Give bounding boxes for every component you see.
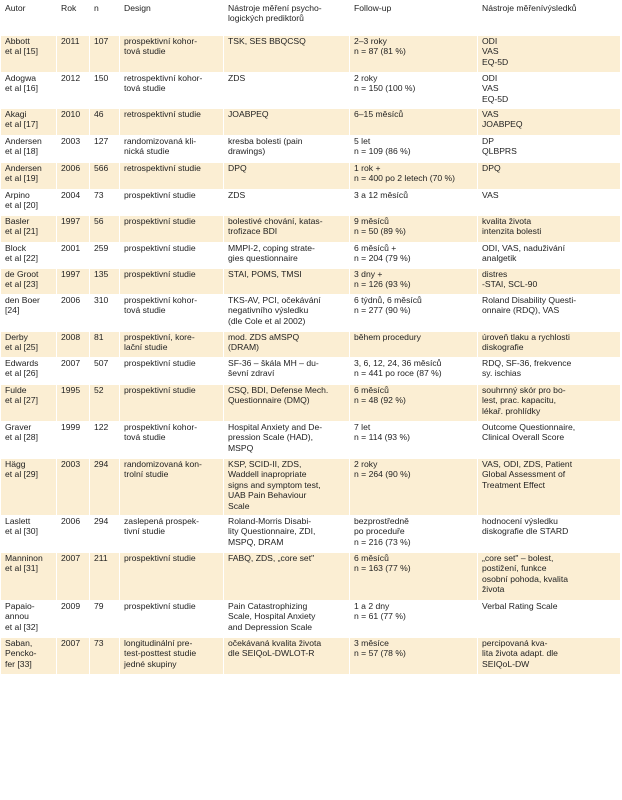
year-cell: 1999 (57, 422, 90, 459)
predictor-tools-cell: CSQ, BDI, Defense Mech. Questionnaire (DMQ) (224, 385, 350, 422)
year-cell: 2008 (57, 332, 90, 358)
year-cell: 1997 (57, 216, 90, 243)
follow-up-cell: 9 měsíců n = 50 (89 %) (350, 216, 478, 243)
outcome-tools-cell: úroveň tlaku a rychlosti diskografie (478, 332, 621, 358)
design-cell: prospektivní studie (120, 216, 224, 243)
outcome-tools-cell: hodnocení výsledku diskografie dle STARD (478, 516, 621, 553)
author-cell: Block et al [22] (1, 243, 57, 269)
design-cell: prospektivní, kore- lační studie (120, 332, 224, 358)
follow-up-cell: 3, 6, 12, 24, 36 měsíců n = 441 po roce (87 %) (350, 358, 478, 385)
author-cell: den Boer [24] (1, 295, 57, 332)
column-header-nastroje: Nástroje měření psycho-logických prediktorů (224, 1, 350, 36)
design-cell: randomizovaná kli- nická studie (120, 136, 224, 163)
author-cell: de Groot et al [23] (1, 269, 57, 295)
predictor-tools-cell: DPQ (224, 163, 350, 190)
predictor-tools-cell: STAI, POMS, TMSI (224, 269, 350, 295)
n-cell: 310 (90, 295, 120, 332)
follow-up-cell: 6 měsíců + n = 204 (79 %) (350, 243, 478, 269)
column-header-design: Design (120, 1, 224, 36)
outcome-tools-cell: souhrnný skór pro bo- lest, prac. kapacitu, lékař. prohlídky (478, 385, 621, 422)
design-cell: prospektivní studie (120, 358, 224, 385)
year-cell: 2007 (57, 553, 90, 601)
year-cell: 2007 (57, 638, 90, 675)
n-cell: 211 (90, 553, 120, 601)
outcome-tools-cell: DPQ (478, 163, 621, 190)
author-cell: Andersen et al [18] (1, 136, 57, 163)
design-cell: retrospektivní studie (120, 163, 224, 190)
predictor-tools-cell: ZDS (224, 190, 350, 216)
outcome-tools-cell: „core set" – bolest, postižení, funkce osobní pohoda, kvalita života (478, 553, 621, 601)
year-cell: 2009 (57, 601, 90, 638)
table-row (1, 190, 621, 216)
predictor-tools-cell: SF-36 – škála MH – du- ševní zdraví (224, 358, 350, 385)
table-body (1, 36, 621, 675)
year-cell: 2006 (57, 163, 90, 190)
follow-up-cell: 2–3 roky n = 87 (81 %) (350, 36, 478, 73)
year-cell: 2001 (57, 243, 90, 269)
design-cell: retrospektivní studie (120, 109, 224, 136)
design-cell: prospektivní studie (120, 601, 224, 638)
predictor-tools-cell: FABQ, ZDS, „core set" (224, 553, 350, 601)
n-cell: 294 (90, 459, 120, 516)
author-cell: Papaio- annou et al [32] (1, 601, 57, 638)
follow-up-cell: 5 let n = 109 (86 %) (350, 136, 478, 163)
year-cell: 2003 (57, 136, 90, 163)
outcome-tools-cell: VAS JOABPEQ (478, 109, 621, 136)
year-cell: 2006 (57, 516, 90, 553)
author-cell: Hägg et al [29] (1, 459, 57, 516)
table-row (1, 638, 621, 675)
table-row (1, 73, 621, 109)
n-cell: 150 (90, 73, 120, 109)
design-cell: prospektivní studie (120, 243, 224, 269)
follow-up-cell: 3 měsíce n = 57 (78 %) (350, 638, 478, 675)
header-row (1, 1, 621, 36)
design-cell: retrospektivní kohor- tová studie (120, 73, 224, 109)
year-cell: 2004 (57, 190, 90, 216)
follow-up-cell: 6 týdnů, 6 měsíců n = 277 (90 %) (350, 295, 478, 332)
design-cell: prospektivní studie (120, 385, 224, 422)
author-cell: Adogwa et al [16] (1, 73, 57, 109)
predictor-tools-cell: KSP, SCID-II, ZDS, Waddell inapropriate signs and symptom test, UAB Pain Behaviour Scale (224, 459, 350, 516)
predictor-tools-cell: očekávaná kvalita života dle SEIQoL-DWLOT-R (224, 638, 350, 675)
year-cell: 1995 (57, 385, 90, 422)
year-cell: 1997 (57, 269, 90, 295)
outcome-tools-cell: ODI VAS EQ-5D (478, 36, 621, 73)
outcome-tools-cell: VAS (478, 190, 621, 216)
table-row (1, 163, 621, 190)
predictor-tools-cell: Hospital Anxiety and De- pression Scale (HAD), MSPQ (224, 422, 350, 459)
follow-up-cell: během procedury (350, 332, 478, 358)
follow-up-cell: 1 rok + n = 400 po 2 letech (70 %) (350, 163, 478, 190)
follow-up-cell: 3 a 12 měsíců (350, 190, 478, 216)
predictor-tools-cell: MMPI-2, coping strate- gies questionnaire (224, 243, 350, 269)
author-cell: Graver et al [28] (1, 422, 57, 459)
outcome-tools-cell: Outcome Questionnaire, Clinical Overall Score (478, 422, 621, 459)
follow-up-cell: 7 let n = 114 (93 %) (350, 422, 478, 459)
outcome-tools-cell: DP QLBPRS (478, 136, 621, 163)
design-cell: prospektivní kohor- tová studie (120, 36, 224, 73)
author-cell: Fulde et al [27] (1, 385, 57, 422)
design-cell: prospektivní kohor- tová studie (120, 422, 224, 459)
year-cell: 2007 (57, 358, 90, 385)
author-cell: Akagi et al [17] (1, 109, 57, 136)
author-cell: Andersen et al [19] (1, 163, 57, 190)
predictor-tools-cell: ZDS (224, 73, 350, 109)
predictor-tools-cell: JOABPEQ (224, 109, 350, 136)
table-row (1, 385, 621, 422)
outcome-tools-cell: VAS, ODI, ZDS, Patient Global Assessment of Treatment Effect (478, 459, 621, 516)
design-cell: prospektivní studie (120, 553, 224, 601)
outcome-tools-cell: ODI, VAS, naduživání analgetik (478, 243, 621, 269)
design-cell: prospektivní studie (120, 190, 224, 216)
n-cell: 294 (90, 516, 120, 553)
author-cell: Laslett et al [30] (1, 516, 57, 553)
author-cell: Basler et al [21] (1, 216, 57, 243)
follow-up-cell: 3 dny + n = 126 (93 %) (350, 269, 478, 295)
author-cell: Derby et al [25] (1, 332, 57, 358)
year-cell: 2010 (57, 109, 90, 136)
n-cell: 73 (90, 638, 120, 675)
table-row (1, 269, 621, 295)
table-row (1, 109, 621, 136)
table-row (1, 422, 621, 459)
table-row (1, 295, 621, 332)
outcome-tools-cell: Roland Disability Questi- onnaire (RDQ), VAS (478, 295, 621, 332)
follow-up-cell: bezprostředně po proceduře n = 216 (73 %) (350, 516, 478, 553)
n-cell: 52 (90, 385, 120, 422)
author-cell: Abbott et al [15] (1, 36, 57, 73)
predictor-tools-cell: mod. ZDS aMSPQ (DRAM) (224, 332, 350, 358)
n-cell: 122 (90, 422, 120, 459)
design-cell: randomizovaná kon- trolní studie (120, 459, 224, 516)
n-cell: 79 (90, 601, 120, 638)
follow-up-cell: 6 měsíců n = 163 (77 %) (350, 553, 478, 601)
predictor-tools-cell: Pain Catastrophizing Scale, Hospital Anxiety and Depression Scale (224, 601, 350, 638)
column-header-autor: Autor (1, 1, 57, 36)
n-cell: 46 (90, 109, 120, 136)
follow-up-cell: 6 měsíců n = 48 (92 %) (350, 385, 478, 422)
table-row (1, 358, 621, 385)
predictor-tools-cell: Roland-Morris Disabi- lity Questionnaire, ZDI, MSPQ, DRAM (224, 516, 350, 553)
follow-up-cell: 2 roky n = 150 (100 %) (350, 73, 478, 109)
predictor-tools-cell: TSK, SES BBQCSQ (224, 36, 350, 73)
design-cell: zaslepená prospek- tivní studie (120, 516, 224, 553)
table-row (1, 516, 621, 553)
year-cell: 2003 (57, 459, 90, 516)
n-cell: 135 (90, 269, 120, 295)
table-row (1, 36, 621, 73)
outcome-tools-cell: percipovaná kva- lita života adapt. dle SEIQoL-DW (478, 638, 621, 675)
n-cell: 81 (90, 332, 120, 358)
predictor-tools-cell: TKS-AV, PCI, očekávání negativního výsledku (dle Cole et al 2002) (224, 295, 350, 332)
table-row (1, 459, 621, 516)
table-row (1, 553, 621, 601)
author-cell: Manninon et al [31] (1, 553, 57, 601)
year-cell: 2012 (57, 73, 90, 109)
follow-up-cell: 2 roky n = 264 (90 %) (350, 459, 478, 516)
predictor-tools-cell: bolestivé chování, katas- trofizace BDI (224, 216, 350, 243)
table-row (1, 243, 621, 269)
n-cell: 107 (90, 36, 120, 73)
column-header-n: n (90, 1, 120, 36)
design-cell: longitudinální pre- test-posttest studie jedné skupiny (120, 638, 224, 675)
outcome-tools-cell: Verbal Rating Scale (478, 601, 621, 638)
table-row (1, 216, 621, 243)
n-cell: 507 (90, 358, 120, 385)
n-cell: 566 (90, 163, 120, 190)
author-cell: Saban, Pencko- fer [33] (1, 638, 57, 675)
predictor-tools-cell: kresba bolesti (pain drawings) (224, 136, 350, 163)
design-cell: prospektivní kohor- tová studie (120, 295, 224, 332)
author-cell: Arpino et al [20] (1, 190, 57, 216)
n-cell: 127 (90, 136, 120, 163)
follow-up-cell: 6–15 měsíců (350, 109, 478, 136)
follow-up-cell: 1 a 2 dny n = 61 (77 %) (350, 601, 478, 638)
table-row (1, 332, 621, 358)
column-header-rok: Rok (57, 1, 90, 36)
author-cell: Edwards et al [26] (1, 358, 57, 385)
outcome-tools-cell: RDQ, SF-36, frekvence sy. ischias (478, 358, 621, 385)
column-header-vysledky: Nástroje měřenívýsledků (478, 1, 621, 36)
n-cell: 73 (90, 190, 120, 216)
column-header-follow-up: Follow-up (350, 1, 478, 36)
design-cell: prospektivní studie (120, 269, 224, 295)
outcome-tools-cell: distres -STAI, SCL-90 (478, 269, 621, 295)
outcome-tools-cell: kvalita života intenzita bolesti (478, 216, 621, 243)
n-cell: 56 (90, 216, 120, 243)
year-cell: 2006 (57, 295, 90, 332)
n-cell: 259 (90, 243, 120, 269)
outcome-tools-cell: ODI VAS EQ-5D (478, 73, 621, 109)
table-row (1, 136, 621, 163)
table-row (1, 601, 621, 638)
year-cell: 2011 (57, 36, 90, 73)
